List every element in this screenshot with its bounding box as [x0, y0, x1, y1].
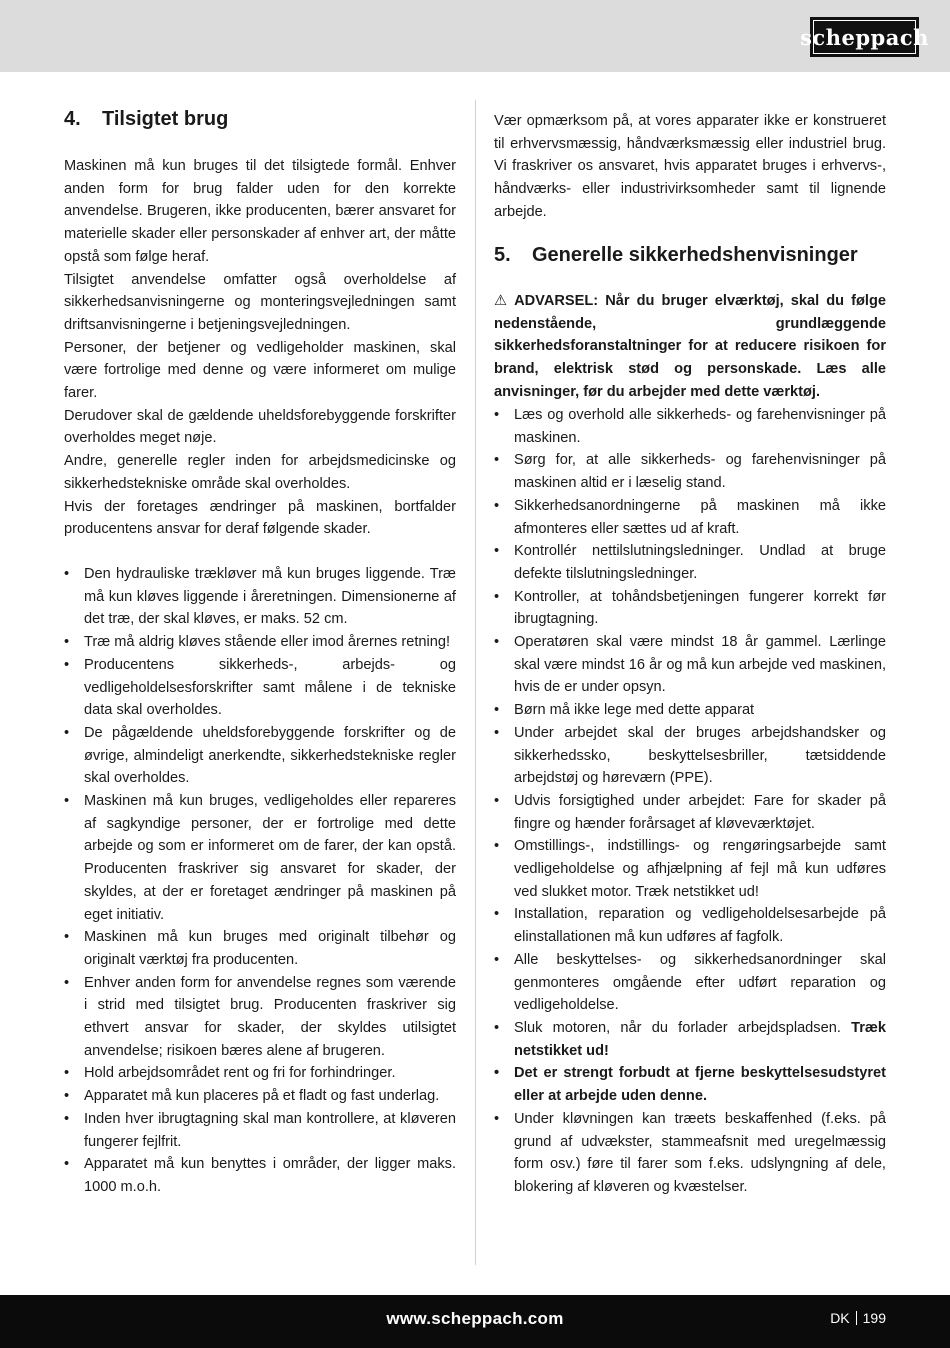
motor-instruction: Sluk motoren, når du forlader arbejdspladsen.	[514, 1019, 841, 1036]
page-number: 199	[862, 1310, 886, 1326]
list-item: • Installation, reparation og vedligeholdelsesarbejde på elinstallationen må kun udføres af fagfolk.	[494, 903, 886, 948]
list-item	[494, 1017, 886, 1062]
list-item: • Kontroller, at tohåndsbetjeningen fungerer korrekt før ibrugtagning.	[494, 586, 886, 631]
list-item: • Sikkerhedsanordningerne på maskinen må ikke afmonteres eller sættes ud af kraft.	[494, 495, 886, 540]
list-item-bold: • Det er strengt forbudt at fjerne beskyttelsesudstyret eller at arbejde uden denne.	[494, 1062, 886, 1107]
paragraph: Personer, der betjener og vedligeholder maskinen, skal være fortrolige med denne og være informeret om mulige farer.	[64, 339, 456, 402]
list-item: • Under kløvningen kan træets beskaffenhed (f.eks. på grund af udvækster, stammeafsnit med uregelmæssig form osv.) føre til farer som f.eks. udslyngning af dele, blokering af kløveren og kvæstelser.	[494, 1108, 886, 1199]
list-item: • Producentens sikkerheds-, arbejds- og vedligeholdelsesforskrifter samt målene i de tekniske data skal overholdes.	[64, 654, 456, 722]
section-4-bullet-list	[64, 563, 456, 1199]
list-item: • Inden hver ibrugtagning skal man kontrollere, at kløveren fungerer fejlfrit.	[64, 1108, 456, 1153]
list-item: • Den hydrauliske trækløver må kun bruges liggende. Træ må kun kløves liggende i åreretningen. Dimensionerne af det træ, der skal kløves, er maks. 52 cm.	[64, 563, 456, 631]
list-item: • Alle beskyttelses- og sikkerhedsanordninger skal genmonteres omgående efter udført reparation og vedligeholdelse.	[494, 949, 886, 1017]
paragraph: Derudover skal de gældende uheldsforebyggende forskrifter overholdes meget nøje.	[64, 407, 456, 447]
section-5-bullet-list	[494, 404, 886, 1199]
section-4-paragraphs	[64, 155, 456, 541]
list-item: • Sørg for, at alle sikkerheds- og farehenvisninger på maskinen altid er i læselig stand.	[494, 449, 886, 494]
page-indicator	[830, 1310, 886, 1326]
paragraph: Tilsigtet anvendelse omfatter også overholdelse af sikkerhedsanvisningerne og monteringsvejledningen samt driftsanvisningerne i betjeningsvejledningen.	[64, 271, 456, 333]
list-item: • Omstillings-, indstillings- og rengøringsarbejde samt vedligeholdelse og afhjælpning af fejl må kun udføres ved slukket motor. Træk netstikket ud!	[494, 835, 886, 903]
section-5-title: Generelle sikkerhedshenvisninger	[532, 244, 858, 266]
section-5-heading	[494, 242, 858, 268]
list-item: • Maskinen må kun bruges med originalt tilbehør og originalt værktøj fra producenten.	[64, 926, 456, 971]
list-item: • Operatøren skal være mindst 18 år gammel. Lærlinge skal være mindst 16 år og må kun arbejde ved maskinen, hvis de er under opsyn.	[494, 631, 886, 699]
scheppach-logo: scheppach	[810, 17, 919, 57]
list-item: • Hold arbejdsområdet rent og fri for forhindringer.	[64, 1062, 456, 1085]
list-item: • Apparatet må kun placeres på et fladt og fast underlag.	[64, 1085, 456, 1108]
intro-paragraph: Vær opmærksom på, at vores apparater ikke er konstrueret til erhvervsmæssig, håndværksmæssig eller industriel brug. Vi fraskriver os ansvaret, hvis apparatet bruges i erhvervs-, håndværks- eller industrivirksomheder samt til lignende arbejde.	[494, 113, 886, 220]
section-4-heading	[64, 106, 228, 132]
paragraph: Hvis der foretages ændringer på maskinen, bortfalder producentens ansvar for deraf følgende skader.	[64, 498, 456, 538]
paragraph: Maskinen må kun bruges til det tilsigtede formål. Enhver anden form for brug falder uden for den korrekte anvendelse. Brugeren, ikke producenten, bærer ansvaret for materielle skader eller personskader af enhver art, der måtte opstå som følge heraf.	[64, 158, 456, 265]
list-item: • Udvis forsigtighed under arbejdet: Fare for skader på fingre og hænder forårsaget af kløveværktøjet.	[494, 790, 886, 835]
footer-website-link[interactable]: www.scheppach.com	[386, 1309, 564, 1328]
section-5-number: 5.	[494, 244, 511, 266]
footer-bar	[0, 1295, 950, 1348]
list-item: • Enhver anden form for anvendelse regnes som værende i strid med tilsigtet brug. Producenten fraskriver sig ethvert ansvar for skader, der skyldes utilsigtet anvendelse; risikoen bæres alene af brugeren.	[64, 972, 456, 1063]
column-divider	[475, 100, 476, 1265]
motor-instruction-bold: Træk netstikket ud!	[514, 1019, 886, 1059]
list-item: • Apparatet må kun benyttes i områder, der ligger maks. 1000 m.o.h.	[64, 1153, 456, 1198]
warning-message: ADVARSEL: Når du bruger elværktøj, skal du følge nedenstående, grundlæggende sikkerhedsforanstaltninger for at reducere risikoen for brand, elektrisk stød og personskade. Læs alle anvisninger, før du arbejder med dette værktøj.	[494, 293, 886, 400]
language-code: DK	[830, 1310, 850, 1326]
list-item: • Læs og overhold alle sikkerheds- og farehenvisninger på maskinen.	[494, 404, 886, 449]
list-item: • Træ må aldrig kløves stående eller imod årernes retning!	[64, 631, 456, 654]
section-4-title: Tilsigtet brug	[102, 108, 229, 130]
list-item: • De pågældende uheldsforebyggende forskrifter og de øvrige, almindeligt anerkendte, sikkerhedstekniske regler skal overholdes.	[64, 722, 456, 790]
list-item: • Kontrollér nettilslutningsledninger. Undlad at bruge defekte tilslutningsledninger.	[494, 540, 886, 585]
paragraph: Andre, generelle regler inden for arbejdsmedicinske og sikkerhedstekniske område skal overholdes.	[64, 453, 456, 492]
intro-block	[494, 110, 886, 224]
list-item: • Børn må ikke lege med dette apparat	[494, 699, 886, 722]
section-4-number: 4.	[64, 108, 81, 130]
list-item: • Maskinen må kun bruges, vedligeholdes eller repareres af sagkyndige personer, der er fortrolige med dette arbejde og som er informeret om de farer, der kan opstå. Producenten fraskriver sig ansvaret for skader, der skyldes, at der er foretaget ændringer på maskinen på eget initiativ.	[64, 790, 456, 926]
header-band	[0, 0, 950, 72]
list-item: • Under arbejdet skal der bruges arbejdshandsker og sikkerhedssko, beskyttelsesbriller, tætsiddende arbejdstøj og høreværn (PPE).	[494, 722, 886, 790]
warning-triangle-icon: ⚠	[494, 293, 511, 309]
warning-text	[494, 290, 886, 404]
page-separator	[856, 1311, 857, 1325]
warning-block	[494, 290, 886, 404]
